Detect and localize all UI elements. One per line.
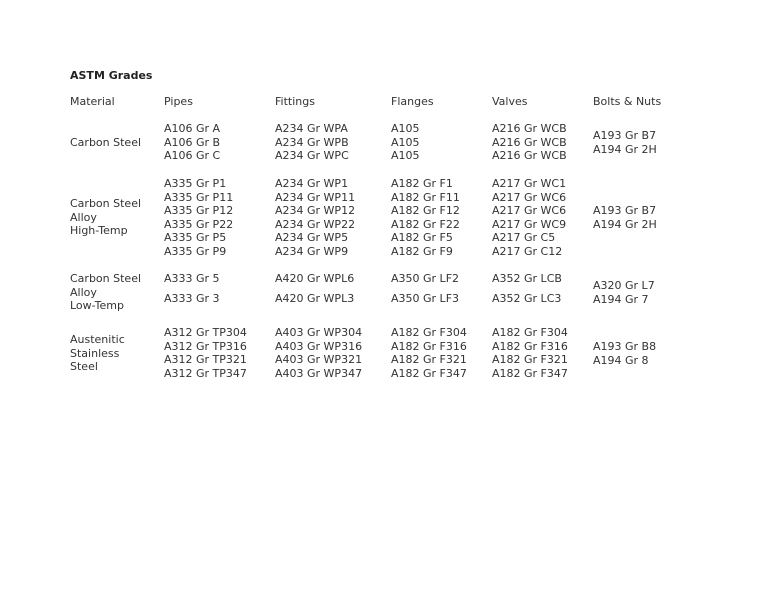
- table-row-1-bolts: [593, 204, 657, 231]
- cell-line: Alloy: [70, 210, 97, 224]
- cell-line: A234 Gr WP9: [275, 244, 349, 258]
- cell-line: A335 Gr P12: [164, 204, 234, 218]
- cell-line: A182 Gr F1: [391, 177, 453, 190]
- table-row-2-fittings-b: [275, 292, 354, 306]
- cell-line: A182 Gr F347: [492, 366, 568, 380]
- table-row-3-fittings: [275, 326, 362, 380]
- cell-line: A182 Gr F321: [391, 353, 467, 367]
- cell-line: A312 Gr TP316: [164, 339, 247, 353]
- cell-line: A335 Gr P1: [164, 177, 227, 190]
- table-row-0-bolts: [593, 129, 657, 156]
- cell-line: Low-Temp: [70, 299, 124, 313]
- cell-line: A216 Gr WCB: [492, 135, 567, 149]
- cell-line: A216 Gr WCB: [492, 122, 567, 135]
- cell-line: A335 Gr P9: [164, 244, 227, 258]
- cell-line: Steel: [70, 360, 98, 374]
- table-row-3-flanges: [391, 326, 467, 380]
- table-row-0-flanges: [391, 122, 420, 163]
- cell-line: A352 Gr LC3: [492, 292, 562, 305]
- table-row-1-flanges: [391, 177, 460, 259]
- cell-line: A217 Gr WC1: [492, 177, 567, 190]
- cell-line: A312 Gr TP321: [164, 353, 247, 367]
- cell-line: A216 Gr WCB: [492, 149, 567, 163]
- cell-line: Alloy: [70, 285, 97, 299]
- cell-line: A217 Gr C5: [492, 231, 556, 245]
- cell-line: High-Temp: [70, 224, 128, 238]
- cell-line: Carbon Steel: [70, 136, 142, 149]
- cell-line: A312 Gr TP347: [164, 366, 247, 380]
- cell-line: A420 Gr WPL3: [275, 292, 355, 305]
- cell-line: A182 Gr F12: [391, 204, 460, 218]
- table-row-2-pipes-b: [164, 292, 220, 306]
- cell-line: A105: [391, 122, 420, 135]
- cell-line: A194 Gr 8: [593, 353, 649, 367]
- table-row-0-fittings: [275, 122, 349, 163]
- cell-line: A194 Gr 2H: [593, 217, 657, 231]
- cell-line: A193 Gr B7: [593, 204, 657, 217]
- table-row-3-pipes: [164, 326, 247, 380]
- table-row-3-material: [70, 333, 125, 374]
- cell-line: A335 Gr P22: [164, 217, 234, 231]
- page-title: ASTM Grades: [70, 69, 153, 82]
- cell-line: A333 Gr 3: [164, 292, 220, 305]
- table-row-2-pipes-a: [164, 272, 220, 286]
- cell-line: A106 Gr C: [164, 149, 221, 163]
- table-row-1-fittings: [275, 177, 355, 259]
- cell-line: A234 Gr WP22: [275, 217, 356, 231]
- cell-line: A335 Gr P11: [164, 190, 234, 204]
- cell-line: Carbon Steel: [70, 197, 142, 210]
- cell-line: A182 Gr F321: [492, 353, 568, 367]
- cell-line: A182 Gr F316: [492, 339, 568, 353]
- header-valves: Valves: [492, 95, 528, 108]
- cell-line: A217 Gr C12: [492, 244, 563, 258]
- cell-line: A234 Gr WPC: [275, 149, 349, 163]
- cell-line: A105: [391, 149, 420, 163]
- cell-line: Austenitic: [70, 333, 125, 346]
- cell-line: A403 Gr WP304: [275, 326, 363, 339]
- header-material: Material: [70, 95, 115, 108]
- cell-line: A194 Gr 2H: [593, 142, 657, 156]
- cell-line: A234 Gr WPB: [275, 135, 349, 149]
- table-row-3-valves: [492, 326, 568, 380]
- cell-line: A193 Gr B7: [593, 129, 657, 142]
- cell-line: A403 Gr WP316: [275, 339, 363, 353]
- cell-line: Stainless: [70, 346, 120, 360]
- cell-line: A193 Gr B8: [593, 340, 657, 353]
- cell-line: A182 Gr F5: [391, 231, 453, 245]
- cell-line: A182 Gr F316: [391, 339, 467, 353]
- header-bolts: Bolts & Nuts: [593, 95, 662, 108]
- cell-line: A350 Gr LF2: [391, 272, 460, 285]
- header-fittings: Fittings: [275, 95, 315, 108]
- cell-line: A105: [391, 135, 420, 149]
- cell-line: A352 Gr LCB: [492, 272, 562, 285]
- cell-line: A182 Gr F9: [391, 244, 453, 258]
- cell-line: A335 Gr P5: [164, 231, 227, 245]
- cell-line: A217 Gr WC6: [492, 204, 567, 218]
- cell-line: A234 Gr WP5: [275, 231, 349, 245]
- table-row-1-pipes: [164, 177, 233, 259]
- cell-line: A320 Gr L7: [593, 279, 655, 292]
- table-row-3-bolts: [593, 340, 656, 367]
- cell-line: A234 Gr WP12: [275, 204, 356, 218]
- cell-line: A182 Gr F11: [391, 190, 460, 204]
- cell-line: A217 Gr WC9: [492, 217, 567, 231]
- cell-line: A194 Gr 7: [593, 292, 649, 306]
- cell-line: A234 Gr WP11: [275, 190, 356, 204]
- cell-line: A217 Gr WC6: [492, 190, 567, 204]
- cell-line: Carbon Steel: [70, 272, 142, 285]
- header-flanges: Flanges: [391, 95, 434, 108]
- cell-line: A420 Gr WPL6: [275, 272, 355, 285]
- cell-line: A403 Gr WP347: [275, 366, 363, 380]
- header-pipes: Pipes: [164, 95, 193, 108]
- table-row-2-flanges-a: [391, 272, 459, 286]
- cell-line: A333 Gr 5: [164, 272, 220, 285]
- table-row-1-material: [70, 197, 141, 238]
- cell-line: A106 Gr A: [164, 122, 221, 135]
- table-row-0-pipes: [164, 122, 220, 163]
- cell-line: A106 Gr B: [164, 135, 221, 149]
- table-header: [0, 95, 768, 109]
- table-row-2-valves-b: [492, 292, 561, 306]
- table-row-2-bolts: [593, 279, 655, 306]
- cell-line: A350 Gr LF3: [391, 292, 460, 305]
- cell-line: A182 Gr F22: [391, 217, 460, 231]
- table-row-0-valves: [492, 122, 567, 163]
- cell-line: A182 Gr F304: [391, 326, 467, 339]
- table-row-0-material: [70, 136, 141, 150]
- table-row-2-flanges-b: [391, 292, 459, 306]
- table-row-1-valves: [492, 177, 566, 259]
- table-row-2-material: [70, 272, 141, 313]
- cell-line: A403 Gr WP321: [275, 353, 363, 367]
- cell-line: A234 Gr WPA: [275, 122, 348, 135]
- cell-line: A234 Gr WP1: [275, 177, 349, 190]
- table-row-2-fittings-a: [275, 272, 354, 286]
- cell-line: A312 Gr TP304: [164, 326, 247, 339]
- table-row-2-valves-a: [492, 272, 562, 286]
- cell-line: A182 Gr F304: [492, 326, 568, 339]
- cell-line: A182 Gr F347: [391, 366, 467, 380]
